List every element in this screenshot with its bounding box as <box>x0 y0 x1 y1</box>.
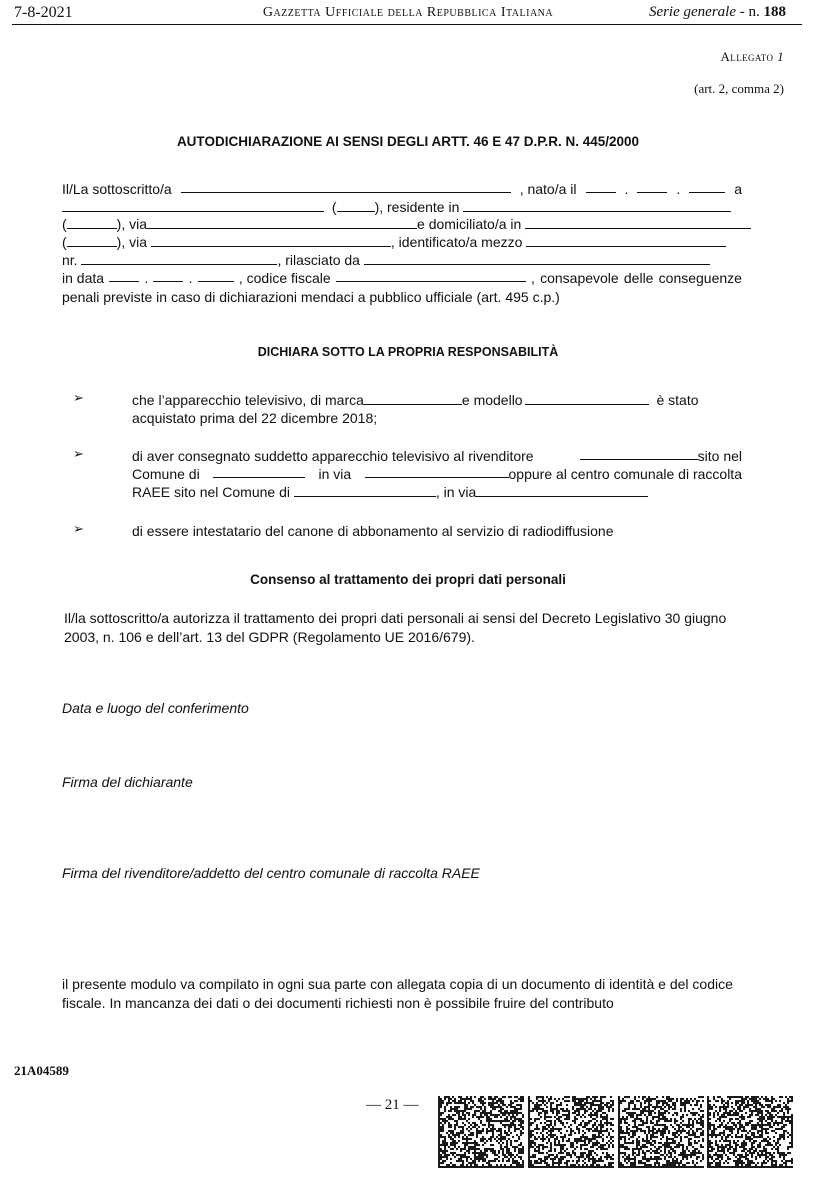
bullet-arrow-icon: ➢ <box>73 446 84 461</box>
label-model: e modello <box>461 392 523 408</box>
declaration-item-2 <box>132 447 742 501</box>
label-raee-comune: RAEE sito nel Comune di <box>132 484 290 500</box>
label-rivenditore: di aver consegnato suddetto apparecchio televisivo al rivenditore <box>132 448 534 464</box>
date-separator: . <box>624 181 629 197</box>
paren-open: ( <box>62 234 67 250</box>
label-comune: Comune di <box>132 466 200 482</box>
article-reference: (art. 2, comma 2) <box>694 81 784 96</box>
issue-number: 188 <box>763 4 786 20</box>
document-title: AUTODICHIARAZIONE AI SENSI DEGLI ARTT. 46 E 47 D.P.R. N. 445/2000 <box>176 134 640 149</box>
instructions-note: il presente modulo va compilato in ogni sua parte con allegata copia di un documento di identità e del codice fiscale. In mancanza dei dati o dei documenti richiesti non è possibile fruire del contributo <box>62 976 733 1011</box>
field-document-number[interactable] <box>81 252 277 265</box>
form-line-1 <box>62 180 742 198</box>
declaration-item-2-line-1 <box>132 447 742 465</box>
publication-title: Gazzetta Ufficiale della Repubblica Italiana <box>262 5 554 20</box>
field-issue-year[interactable] <box>198 269 234 282</box>
form-line-7: penali previste in caso di dichiarazioni mendaci a pubblico ufficiale (art. 495 c.p.) <box>62 289 560 305</box>
field-tax-code[interactable] <box>336 269 526 282</box>
field-raee-street[interactable] <box>476 484 648 497</box>
field-retailer-street[interactable] <box>365 465 509 478</box>
field-issued-by[interactable] <box>364 252 710 265</box>
consent-text: Il/la sottoscritto/a autorizza il trattamento dei propri dati personali ai sensi del Decreto Legislativo 30 giugno 2003, n. 106 e dell’art. 13 del GDPR (Regolamento UE 2016/679). <box>64 610 727 645</box>
declarant-signature-label: Firma del dichiarante <box>62 774 193 790</box>
label-domiciliato: e domiciliato/a in <box>417 216 522 232</box>
allegato-number: 1 <box>777 49 784 64</box>
label-a: a <box>734 181 742 197</box>
declaration-item-1 <box>132 391 742 427</box>
comma: , <box>531 270 535 286</box>
declaration-item-2-line-2 <box>132 465 742 483</box>
declares-heading: DICHIARA SOTTO LA PROPRIA RESPONSABILITÀ <box>257 345 559 359</box>
field-birth-month[interactable] <box>637 180 667 193</box>
declaration-item-2-line-3 <box>132 483 742 501</box>
field-residence-province[interactable] <box>67 216 117 229</box>
header-date: 7-8-2021 <box>14 4 73 21</box>
field-issue-month[interactable] <box>153 269 183 282</box>
declaration-item-3: di essere intestatario del canone di abbonamento al servizio di radiodiffusione <box>132 523 614 539</box>
form-line-3 <box>62 215 742 233</box>
field-tv-brand[interactable] <box>364 392 462 405</box>
field-birth-day[interactable] <box>586 180 616 193</box>
label-codice-fiscale: , codice fiscale <box>238 270 331 286</box>
field-domicile-city[interactable] <box>525 216 751 229</box>
label-in-data: in data <box>62 270 105 286</box>
date-place-label: Data e luogo del conferimento <box>62 700 249 716</box>
label-nr: nr. <box>62 252 78 268</box>
issue-label: - n. <box>736 4 764 20</box>
form-line-6 <box>62 269 742 287</box>
field-raee-city[interactable] <box>294 484 436 497</box>
label-in-via: , in via <box>435 484 477 500</box>
field-birth-year[interactable] <box>689 180 725 193</box>
field-domicile-province[interactable] <box>67 234 117 247</box>
label-via: ), via <box>116 234 148 250</box>
field-residence-street[interactable] <box>147 216 417 229</box>
label-in-via: in via <box>318 466 352 482</box>
field-retailer-city[interactable] <box>213 465 305 478</box>
datamatrix-code-1 <box>438 1096 524 1168</box>
date-separator: . <box>144 270 149 286</box>
field-birth-province[interactable] <box>337 199 375 212</box>
datamatrix-code-3 <box>618 1096 704 1168</box>
date-separator: . <box>676 181 681 197</box>
document-code: 21A04589 <box>14 1063 69 1078</box>
datamatrix-code-2 <box>528 1096 614 1168</box>
label-stato: è stato <box>656 392 699 408</box>
label-nato: , nato/a il <box>519 181 577 197</box>
field-retailer[interactable] <box>580 447 698 460</box>
series-label: Serie generale <box>648 4 736 20</box>
declaration-item-1-line-2: acquistato prima del 22 dicembre 2018; <box>132 410 378 426</box>
declaration-item-1-line-1 <box>132 391 742 409</box>
label-sito-nel: sito nel <box>697 448 742 464</box>
word-consapevole: consapevole <box>540 270 619 286</box>
bullet-arrow-icon: ➢ <box>73 390 84 405</box>
datamatrix-code-4 <box>707 1096 793 1168</box>
page-number: — 21 — <box>366 1097 419 1113</box>
field-tv-model[interactable] <box>525 392 649 405</box>
header-rule <box>12 24 802 25</box>
date-separator: . <box>188 270 193 286</box>
form-line-5 <box>62 251 742 269</box>
field-issue-day[interactable] <box>109 269 139 282</box>
label-residente: ), residente in <box>374 199 460 215</box>
field-name[interactable] <box>181 180 511 193</box>
label-oppure: oppure al centro comunale di raccolta <box>508 466 742 482</box>
label-identificato: , identificato/a mezzo <box>390 234 523 250</box>
consent-heading: Consenso al trattamento dei propri dati personali <box>250 572 566 587</box>
word-conseguenze: conseguenze <box>658 270 742 286</box>
label-rilasciato: , rilasciato da <box>277 252 360 268</box>
form-line-2 <box>62 198 742 216</box>
paren-open: ( <box>62 216 67 232</box>
allegato-label <box>721 49 784 65</box>
label-via: ), via <box>116 216 148 232</box>
form-line-4 <box>62 233 742 251</box>
word-delle: delle <box>623 270 654 286</box>
field-id-document[interactable] <box>526 234 726 247</box>
label-sottoscritto: Il/La sottoscritto/a <box>62 181 172 197</box>
label-brand: che l’apparecchio televisivo, di marca <box>132 392 364 408</box>
field-domicile-street[interactable] <box>151 234 391 247</box>
field-residence-city[interactable] <box>463 199 731 212</box>
retailer-signature-label: Firma del rivenditore/addetto del centro comunale di raccolta RAEE <box>62 865 480 881</box>
allegato-word: Allegato <box>720 49 774 64</box>
paren-open: ( <box>331 199 337 215</box>
header-series <box>649 4 786 21</box>
field-birth-place[interactable] <box>62 199 324 212</box>
bullet-arrow-icon: ➢ <box>73 521 84 536</box>
